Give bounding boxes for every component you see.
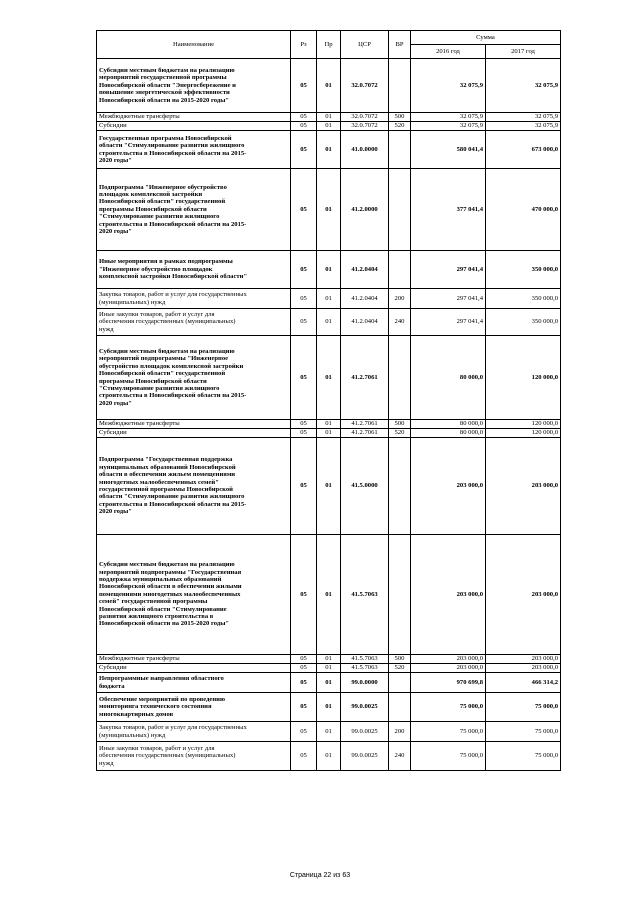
cell-sum-2017: 470 000,0 (486, 169, 561, 251)
cell-sum-2017: 673 000,0 (486, 131, 561, 169)
table-row (97, 131, 561, 169)
cell-vr: 520 (389, 664, 411, 673)
cell-pr: 01 (317, 122, 341, 131)
cell-vr: 500 (389, 113, 411, 122)
cell-sum-2016: 80 000,0 (411, 420, 486, 429)
cell-sum-2017: 203 000,0 (486, 655, 561, 664)
cell-csr: 41.2.7061 (341, 429, 389, 438)
cell-vr: 500 (389, 655, 411, 664)
cell-sum-2017: 75 000,0 (486, 742, 561, 771)
cell-sum-2017: 75 000,0 (486, 722, 561, 742)
cell-rz: 05 (291, 673, 317, 693)
cell-name: Обеспечение мероприятий по проведению мониторинга технического состояния многоквартирных домов (97, 693, 291, 722)
table-row (97, 722, 561, 742)
cell-rz: 05 (291, 131, 317, 169)
cell-sum-2016: 80 000,0 (411, 336, 486, 420)
cell-vr (389, 169, 411, 251)
cell-name: Межбюджетные трансферты (97, 655, 291, 664)
table-row (97, 289, 561, 309)
cell-sum-2016: 970 699,8 (411, 673, 486, 693)
budget-table (96, 30, 561, 771)
budget-sheet (96, 30, 560, 771)
cell-rz: 05 (291, 742, 317, 771)
cell-rz: 05 (291, 309, 317, 336)
cell-name: Иные закупки товаров, работ и услуг для обеспечения государственных (муниципальных) нужд (97, 309, 291, 336)
cell-sum-2016: 32 075,9 (411, 59, 486, 113)
cell-rz: 05 (291, 429, 317, 438)
cell-rz: 05 (291, 722, 317, 742)
cell-sum-2017: 32 075,9 (486, 113, 561, 122)
cell-pr: 01 (317, 429, 341, 438)
cell-vr: 520 (389, 429, 411, 438)
cell-csr: 41.0.0000 (341, 131, 389, 169)
cell-sum-2016: 297 041,4 (411, 251, 486, 289)
table-row (97, 122, 561, 131)
cell-vr (389, 673, 411, 693)
table-row (97, 420, 561, 429)
cell-sum-2017: 120 000,0 (486, 420, 561, 429)
cell-sum-2016: 75 000,0 (411, 742, 486, 771)
table-row (97, 336, 561, 420)
cell-sum-2017: 350 000,0 (486, 251, 561, 289)
cell-name: Иные закупки товаров, работ и услуг для обеспечения государственных (муниципальных) нужд (97, 742, 291, 771)
cell-sum-2016: 203 000,0 (411, 438, 486, 535)
cell-vr (389, 438, 411, 535)
cell-sum-2017: 350 000,0 (486, 309, 561, 336)
cell-sum-2017: 203 000,0 (486, 535, 561, 655)
cell-sum-2016: 203 000,0 (411, 664, 486, 673)
cell-csr: 99.0.0025 (341, 742, 389, 771)
cell-pr: 01 (317, 336, 341, 420)
cell-name: Иные мероприятия в рамках подпрограммы "Инженерное обустройство площадок комплексной застройки Новосибирской области" (97, 251, 291, 289)
cell-sum-2016: 32 075,9 (411, 122, 486, 131)
header-csr: ЦСР (341, 31, 389, 59)
cell-vr: 240 (389, 309, 411, 336)
cell-vr (389, 131, 411, 169)
header-year-2016: 2016 год (411, 45, 486, 59)
table-row (97, 742, 561, 771)
page-footer: Страница 22 из 63 (289, 872, 351, 879)
table-row (97, 169, 561, 251)
table-row (97, 535, 561, 655)
cell-csr: 32.0.7072 (341, 113, 389, 122)
cell-sum-2017: 32 075,9 (486, 59, 561, 113)
cell-csr: 99.0.0000 (341, 673, 389, 693)
cell-sum-2016: 297 041,4 (411, 309, 486, 336)
cell-csr: 41.2.0000 (341, 169, 389, 251)
cell-vr (389, 535, 411, 655)
cell-sum-2016: 203 000,0 (411, 535, 486, 655)
cell-sum-2016: 75 000,0 (411, 722, 486, 742)
cell-csr: 41.2.0404 (341, 251, 389, 289)
cell-csr: 32.0.7072 (341, 122, 389, 131)
cell-sum-2016: 297 041,4 (411, 289, 486, 309)
cell-rz: 05 (291, 664, 317, 673)
header-year-2017: 2017 год (486, 45, 561, 59)
cell-name: Межбюджетные трансферты (97, 113, 291, 122)
cell-pr: 01 (317, 535, 341, 655)
cell-csr: 41.5.7063 (341, 655, 389, 664)
cell-pr: 01 (317, 673, 341, 693)
cell-vr: 200 (389, 722, 411, 742)
cell-vr: 240 (389, 742, 411, 771)
cell-name: Субсидии местным бюджетам на реализацию мероприятий государственной программы Новосибирской области "Энергосбережение и повышение энергетической эффективности Новосибирской области на 2015-2020 годы" (97, 59, 291, 113)
cell-csr: 41.2.7061 (341, 420, 389, 429)
table-row (97, 59, 561, 113)
cell-rz: 05 (291, 655, 317, 664)
cell-rz: 05 (291, 336, 317, 420)
cell-csr: 41.5.0000 (341, 438, 389, 535)
cell-vr (389, 251, 411, 289)
cell-pr: 01 (317, 251, 341, 289)
header-rz: Рз (291, 31, 317, 59)
cell-rz: 05 (291, 59, 317, 113)
cell-csr: 41.5.7063 (341, 664, 389, 673)
cell-csr: 99.0.0025 (341, 693, 389, 722)
cell-name: Субсидии (97, 122, 291, 131)
cell-csr: 41.5.7063 (341, 535, 389, 655)
table-body (97, 59, 561, 771)
cell-rz: 05 (291, 535, 317, 655)
cell-csr: 32.0.7072 (341, 59, 389, 113)
cell-sum-2016: 75 000,0 (411, 693, 486, 722)
cell-name: Подпрограмма "Государственная поддержка муниципальных образований Новосибирской области в обеспечении жильем помещениями многодетных малообеспеченных семей" государственной программы Новосибирской области "Стимулирование развития жилищного строительства в Новосибирской области на 2015- 2020 годы" (97, 438, 291, 535)
cell-rz: 05 (291, 289, 317, 309)
cell-sum-2017: 32 075,9 (486, 122, 561, 131)
table-row (97, 655, 561, 664)
cell-rz: 05 (291, 420, 317, 429)
header-vr: ВР (389, 31, 411, 59)
cell-name: Непрограммные направления областного бюджета (97, 673, 291, 693)
cell-name: Субсидии местным бюджетам на реализацию мероприятий подпрограммы "Государственная поддержка муниципальных образований Новосибирской области в обеспечении жилыми помещениями многодетных малообеспеченных семей" государственной программы Новосибирской области "Стимулирование развития жилищного строительства в Новосибирской области на 2015-2020 годы" (97, 535, 291, 655)
cell-name: Государственная программа Новосибирской области "Стимулирование развития жилищного строительства в Новосибирской области на 2015- 2020 годы" (97, 131, 291, 169)
cell-rz: 05 (291, 251, 317, 289)
cell-csr: 99.0.0025 (341, 722, 389, 742)
cell-sum-2016: 32 075,9 (411, 113, 486, 122)
cell-pr: 01 (317, 742, 341, 771)
table-row (97, 664, 561, 673)
cell-name: Закупка товаров, работ и услуг для государственных (муниципальных) нужд (97, 722, 291, 742)
cell-rz: 05 (291, 169, 317, 251)
table-row (97, 251, 561, 289)
table-row (97, 693, 561, 722)
cell-rz: 05 (291, 113, 317, 122)
cell-vr (389, 693, 411, 722)
cell-sum-2016: 580 041,4 (411, 131, 486, 169)
cell-vr: 200 (389, 289, 411, 309)
header-sum: Сумма (411, 31, 561, 45)
cell-name: Субсидии местным бюджетам на реализацию мероприятий подпрограммы "Инженерное обустройство площадок комплексной застройки Новосибирской области" государственной программы Новосибирской области "Стимулирование развития жилищного строительства в Новосибирской области на 2015- 2020 годы" (97, 336, 291, 420)
cell-pr: 01 (317, 722, 341, 742)
cell-csr: 41.2.0404 (341, 309, 389, 336)
cell-csr: 41.2.7061 (341, 336, 389, 420)
cell-sum-2017: 75 000,0 (486, 693, 561, 722)
cell-rz: 05 (291, 438, 317, 535)
table-row (97, 673, 561, 693)
cell-pr: 01 (317, 131, 341, 169)
cell-vr: 500 (389, 420, 411, 429)
cell-sum-2017: 120 000,0 (486, 429, 561, 438)
cell-pr: 01 (317, 693, 341, 722)
cell-vr (389, 59, 411, 113)
cell-pr: 01 (317, 655, 341, 664)
cell-rz: 05 (291, 693, 317, 722)
cell-name: Субсидии (97, 664, 291, 673)
cell-name: Межбюджетные трансферты (97, 420, 291, 429)
cell-sum-2016: 80 000,0 (411, 429, 486, 438)
cell-name: Закупка товаров, работ и услуг для государственных (муниципальных) нужд (97, 289, 291, 309)
cell-sum-2017: 203 000,0 (486, 438, 561, 535)
table-row (97, 438, 561, 535)
cell-sum-2017: 203 000,0 (486, 664, 561, 673)
cell-name: Субсидии (97, 429, 291, 438)
table-row (97, 429, 561, 438)
cell-pr: 01 (317, 59, 341, 113)
cell-sum-2016: 203 000,0 (411, 655, 486, 664)
table-header (97, 31, 561, 59)
cell-sum-2016: 377 041,4 (411, 169, 486, 251)
cell-pr: 01 (317, 420, 341, 429)
cell-sum-2017: 120 000,0 (486, 336, 561, 420)
cell-pr: 01 (317, 309, 341, 336)
header-pr: Пр (317, 31, 341, 59)
table-row (97, 113, 561, 122)
cell-pr: 01 (317, 113, 341, 122)
cell-name: Подпрограмма "Инженерное обустройство площадок комплексной застройки Новосибирской области" государственной программы Новосибирской области "Стимулирование развития жилищного строительства в Новосибирской области на 2015- 2020 годы" (97, 169, 291, 251)
cell-pr: 01 (317, 289, 341, 309)
cell-pr: 01 (317, 664, 341, 673)
cell-rz: 05 (291, 122, 317, 131)
cell-vr (389, 336, 411, 420)
cell-csr: 41.2.0404 (341, 289, 389, 309)
table-row (97, 309, 561, 336)
cell-vr: 520 (389, 122, 411, 131)
cell-pr: 01 (317, 169, 341, 251)
cell-sum-2017: 466 314,2 (486, 673, 561, 693)
cell-sum-2017: 350 000,0 (486, 289, 561, 309)
header-name: Наименование (97, 31, 291, 59)
cell-pr: 01 (317, 438, 341, 535)
